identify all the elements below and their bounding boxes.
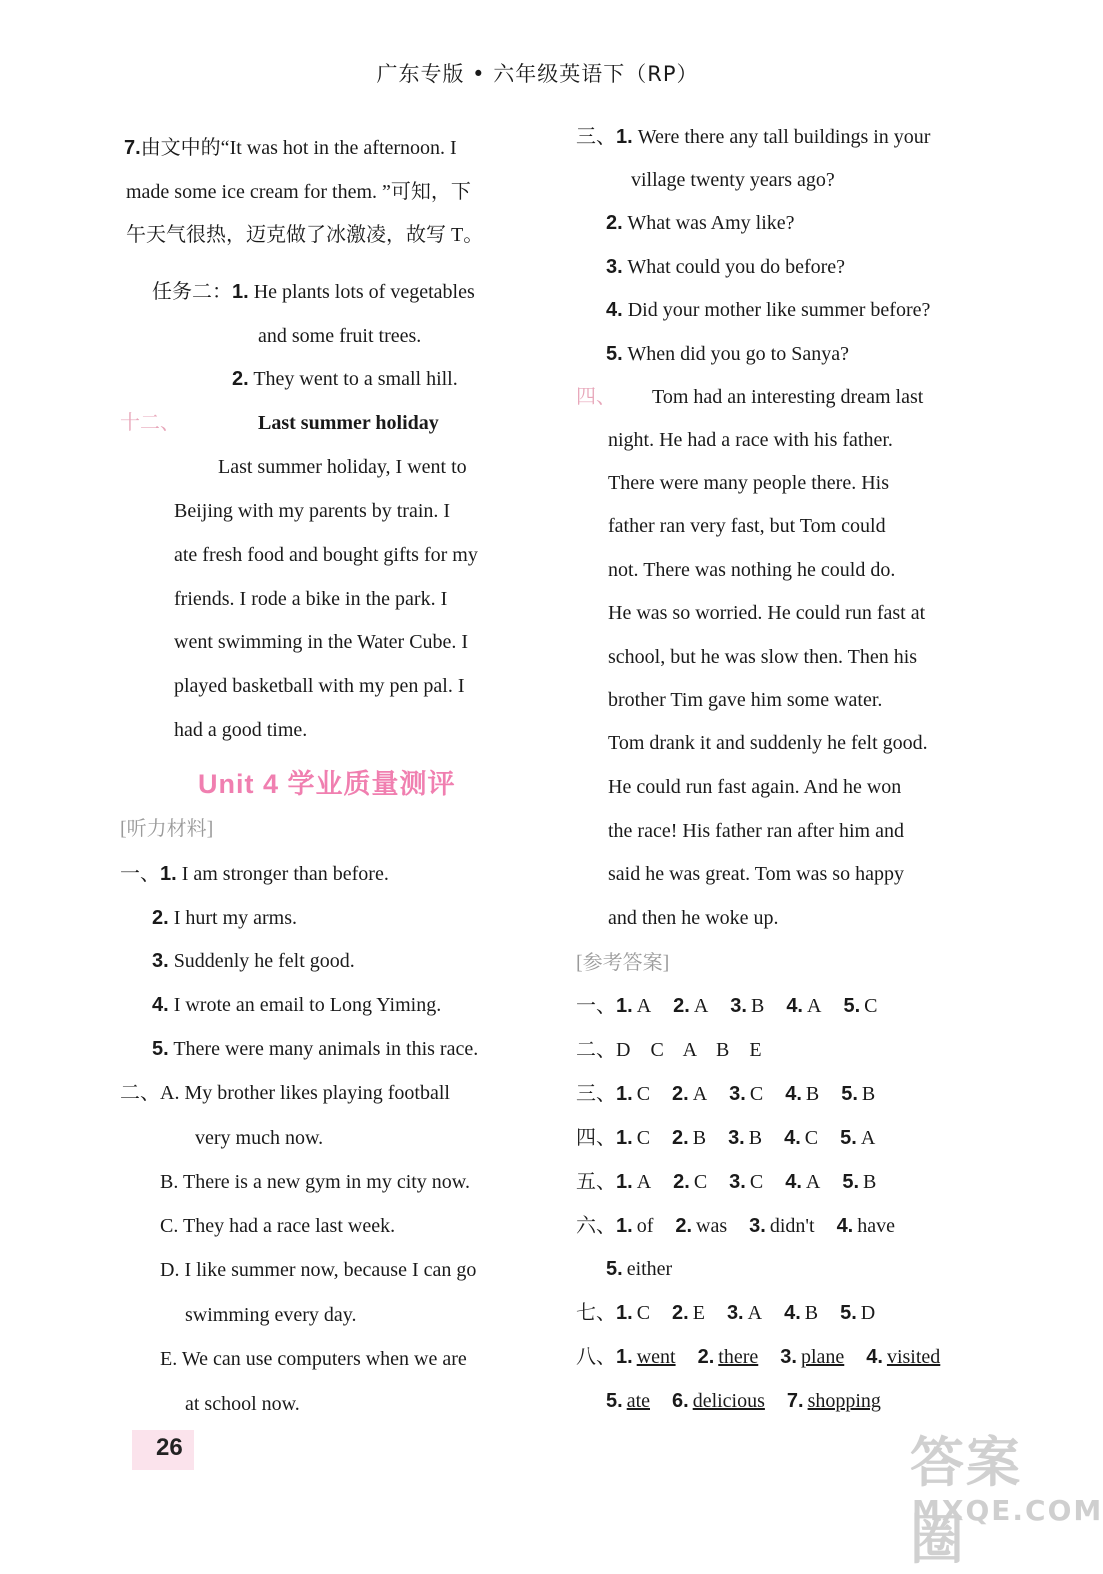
- item-number: 3.: [749, 1215, 766, 1237]
- item-number: 2.: [673, 1171, 690, 1193]
- answer-row: [606, 1255, 672, 1283]
- answer-value: B: [805, 1083, 820, 1105]
- answer-value: shopping: [807, 1390, 881, 1412]
- item-number: 4.: [606, 299, 623, 321]
- answer-value: A: [636, 995, 652, 1017]
- note-7-line-2: made some ice cream for them. ”可知，下: [126, 181, 471, 203]
- item-text: What was Amy like?: [627, 212, 795, 234]
- section-12-label: 十二、: [120, 412, 180, 434]
- essay-line: Beijing with my parents by train. I: [174, 500, 451, 522]
- section-2-line-b: B. There is a new gym in my city now.: [160, 1171, 470, 1193]
- story-line: He could run fast again. And he won: [608, 776, 902, 798]
- item-number: 1.: [616, 1302, 633, 1324]
- section-label: 三、: [576, 126, 616, 148]
- answer-value: C: [636, 1083, 651, 1105]
- item-number: 3.: [728, 1127, 745, 1149]
- section-label: 五、: [576, 1171, 616, 1193]
- item-number: 3.: [726, 1302, 744, 1324]
- item-number: 1.: [616, 126, 633, 148]
- item-number: 1.: [616, 1215, 633, 1237]
- item-number: 4.: [785, 1171, 802, 1193]
- answer-row: [576, 1080, 875, 1108]
- item-text: I am stronger than before.: [181, 863, 389, 885]
- item-text: Suddenly he felt good.: [173, 950, 355, 972]
- section-label: 八、: [576, 1346, 616, 1368]
- watermark-logo-text: 答案圈: [910, 1431, 1022, 1571]
- section-2-line-d2: swimming every day.: [185, 1304, 357, 1326]
- section-3-item-1-cont: village twenty years ago?: [631, 169, 835, 191]
- item-text: What could you do before?: [627, 256, 846, 278]
- essay-line: went swimming in the Water Cube. I: [174, 631, 469, 653]
- item-number: 2.: [675, 1215, 693, 1237]
- note-7-line-1: [124, 134, 457, 162]
- story-line: There were many people there. His: [608, 472, 889, 494]
- story-line: school, but he was slow then. Then his: [608, 646, 918, 668]
- item-number: 4.: [836, 1215, 854, 1237]
- answer-value: D: [860, 1302, 876, 1324]
- essay-line: Last summer holiday, I went to: [218, 456, 467, 478]
- item-text: I wrote an email to Long Yiming.: [173, 994, 442, 1016]
- section-1-item-5: [152, 1035, 478, 1063]
- answer-row: [576, 992, 877, 1020]
- answer-row: [576, 1299, 875, 1327]
- answer-row: [576, 1343, 940, 1371]
- task-2-answer-2: They went to a small hill.: [253, 368, 458, 390]
- section-1-item-3: [152, 947, 355, 975]
- story-line: and then he woke up.: [608, 907, 779, 929]
- answer-value: B: [863, 1171, 877, 1193]
- answer-value: C: [749, 1171, 764, 1193]
- task-2-line-2: and some fruit trees.: [258, 325, 422, 347]
- task-2-line-3: [232, 365, 458, 393]
- page-number-badge: [132, 1430, 194, 1470]
- section-1-item-2: [152, 904, 297, 932]
- answer-value: A: [693, 995, 709, 1017]
- item-text: Were there any tall buildings in your: [637, 126, 931, 148]
- essay-line: friends. I rode a bike in the park. I: [174, 588, 448, 610]
- item-number: 4.: [785, 1083, 802, 1105]
- section-label: 二、: [576, 1039, 616, 1061]
- item-number: 1.: [616, 1127, 633, 1149]
- item-number: 5.: [606, 1258, 623, 1280]
- note-7-line-3: 午天气很热，迈克做了冰激凌，故写 T。: [126, 224, 484, 246]
- item-text: I hurt my arms.: [173, 907, 297, 929]
- section-3-item-5: [606, 340, 849, 368]
- task-2-answer-1: He plants lots of vegetables: [253, 281, 475, 303]
- answer-value: went: [636, 1346, 676, 1368]
- item-number: 4.: [784, 1302, 801, 1324]
- item-number: 3.: [152, 950, 169, 972]
- item-number: 2.: [232, 368, 249, 390]
- story-line: He was so worried. He could run fast at: [608, 602, 926, 624]
- item-text: There were many animals in this race.: [173, 1038, 479, 1060]
- page-header: 广东专版 • 六年级英语下（RP）: [376, 62, 699, 86]
- answer-value: there: [718, 1346, 759, 1368]
- section-label: 七、: [576, 1302, 616, 1324]
- answer-value: was: [696, 1215, 728, 1237]
- item-number: 3.: [729, 1171, 746, 1193]
- story-line: night. He had a race with his father.: [608, 429, 893, 451]
- section-label: 三、: [576, 1083, 616, 1105]
- item-number: 4.: [784, 1127, 801, 1149]
- section-2-line-c: C. They had a race last week.: [160, 1215, 396, 1237]
- item-number: 1.: [616, 1346, 633, 1368]
- listening-label: [听力材料]: [120, 818, 214, 840]
- item-number: 7.: [786, 1390, 804, 1412]
- section-label: 二、: [120, 1082, 160, 1104]
- item-number: 1.: [160, 863, 177, 885]
- answer-value: C: [636, 1127, 651, 1149]
- answer-value: A: [747, 1302, 763, 1324]
- item-number: 1.: [616, 1083, 633, 1105]
- essay-title: Last summer holiday: [258, 412, 439, 434]
- essay-line: ate fresh food and bought gifts for my: [174, 544, 478, 566]
- task-2-label: 任务二：: [152, 281, 232, 303]
- item-number: 1.: [232, 281, 249, 303]
- item-number: 3.: [729, 1083, 746, 1105]
- section-label: 四、: [576, 1127, 616, 1149]
- answer-value: didn't: [769, 1215, 815, 1237]
- answer-value: A: [692, 1083, 708, 1105]
- section-1-item-4: [152, 991, 441, 1019]
- answer-value: B: [748, 1127, 763, 1149]
- item-number: 2.: [672, 1302, 689, 1324]
- watermark-url: MXQE.COM: [912, 1494, 1103, 1527]
- essay-line: had a good time.: [174, 719, 308, 741]
- answer-value: A: [807, 995, 822, 1017]
- section-2-line-e2: at school now.: [185, 1393, 300, 1415]
- answer-row: [576, 1124, 875, 1152]
- answer-value: C: [693, 1171, 708, 1193]
- story-line: the race! His father ran after him and: [608, 820, 904, 842]
- section-1-item-1: [120, 860, 389, 888]
- answer-value: ate: [626, 1390, 650, 1412]
- answer-value: B: [750, 995, 765, 1017]
- item-number: 1.: [616, 995, 633, 1017]
- story-line: Tom had an interesting dream last: [652, 386, 924, 408]
- unit-title: Unit 4 学业质量测评: [198, 769, 456, 799]
- section-3-item-3: [606, 253, 845, 281]
- note-text: 由文中的“It was hot in the afternoon. I: [140, 137, 457, 159]
- answer-value: C: [804, 1127, 819, 1149]
- answer-value: visited: [886, 1346, 941, 1368]
- section-label: 一、: [120, 863, 160, 885]
- item-number: 5.: [843, 995, 861, 1017]
- item-text: A. My brother likes playing football: [160, 1082, 450, 1104]
- item-number: 5.: [842, 1171, 860, 1193]
- answer-value: C: [864, 995, 878, 1017]
- item-number: 7.: [124, 137, 141, 159]
- story-line: not. There was nothing he could do.: [608, 559, 896, 581]
- answer-value: have: [857, 1215, 896, 1237]
- item-number: 5.: [152, 1038, 169, 1060]
- page-number: 26: [156, 1434, 183, 1461]
- answer-value: B: [804, 1302, 819, 1324]
- item-number: 5.: [606, 343, 623, 365]
- answers-label: [参考答案]: [576, 952, 670, 974]
- item-number: 3.: [606, 256, 623, 278]
- answer-value: B: [692, 1127, 707, 1149]
- item-text: When did you go to Sanya?: [627, 343, 849, 365]
- item-text: Did your mother like summer before?: [627, 299, 931, 321]
- story-line: brother Tim gave him some water.: [608, 689, 883, 711]
- answer-value: delicious: [692, 1390, 765, 1412]
- item-number: 4.: [786, 995, 803, 1017]
- item-number: 3.: [780, 1346, 797, 1368]
- section-2-line-d1: D. I like summer now, because I can go: [160, 1259, 477, 1281]
- story-line: father ran very fast, but Tom could: [608, 515, 886, 537]
- answer-sequence: D C A B E: [616, 1039, 762, 1061]
- section-4-label: 四、: [576, 386, 616, 408]
- section-label: 一、: [576, 995, 616, 1017]
- answer-value: E: [692, 1302, 705, 1324]
- answer-row: [576, 1168, 876, 1196]
- item-number: 2.: [152, 907, 169, 929]
- item-number: 5.: [840, 1127, 857, 1149]
- answer-value: C: [749, 1083, 764, 1105]
- item-number: 3.: [730, 995, 747, 1017]
- item-number: 2.: [697, 1346, 715, 1368]
- section-3-item-2: [606, 209, 795, 237]
- section-label: 六、: [576, 1215, 616, 1237]
- section-2-line-a2: very much now.: [195, 1127, 324, 1149]
- item-number: 2.: [672, 1083, 689, 1105]
- item-number: 6.: [672, 1390, 689, 1412]
- answer-value: either: [626, 1258, 673, 1280]
- section-3-item-4: [606, 296, 930, 324]
- item-number: 2.: [672, 1127, 689, 1149]
- answer-value: A: [636, 1171, 652, 1193]
- item-number: 5.: [841, 1083, 858, 1105]
- item-number: 2.: [606, 212, 623, 234]
- section-2-line-e1: E. We can use computers when we are: [160, 1348, 467, 1370]
- item-number: 1.: [616, 1171, 633, 1193]
- answer-value: plane: [800, 1346, 845, 1368]
- answer-value: A: [860, 1127, 876, 1149]
- item-number: 5.: [840, 1302, 857, 1324]
- section-3-item-1: [576, 123, 930, 151]
- story-line: said he was great. Tom was so happy: [608, 863, 904, 885]
- watermark: [900, 1420, 1103, 1571]
- essay-line: played basketball with my pen pal. I: [174, 675, 465, 697]
- item-number: 2.: [673, 995, 690, 1017]
- item-number: 4.: [866, 1346, 883, 1368]
- answer-row: [576, 1036, 762, 1064]
- answer-value: B: [861, 1083, 876, 1105]
- task-2-line-1: [152, 278, 475, 306]
- item-number: 4.: [152, 994, 169, 1016]
- answer-value: of: [636, 1215, 654, 1237]
- story-line: Tom drank it and suddenly he felt good.: [608, 732, 928, 754]
- answer-value: C: [636, 1302, 651, 1324]
- section-2-line-a1: [120, 1079, 450, 1107]
- answer-value: A: [805, 1171, 821, 1193]
- answer-row: [606, 1387, 881, 1415]
- answer-row: [576, 1212, 895, 1240]
- item-number: 5.: [606, 1390, 623, 1412]
